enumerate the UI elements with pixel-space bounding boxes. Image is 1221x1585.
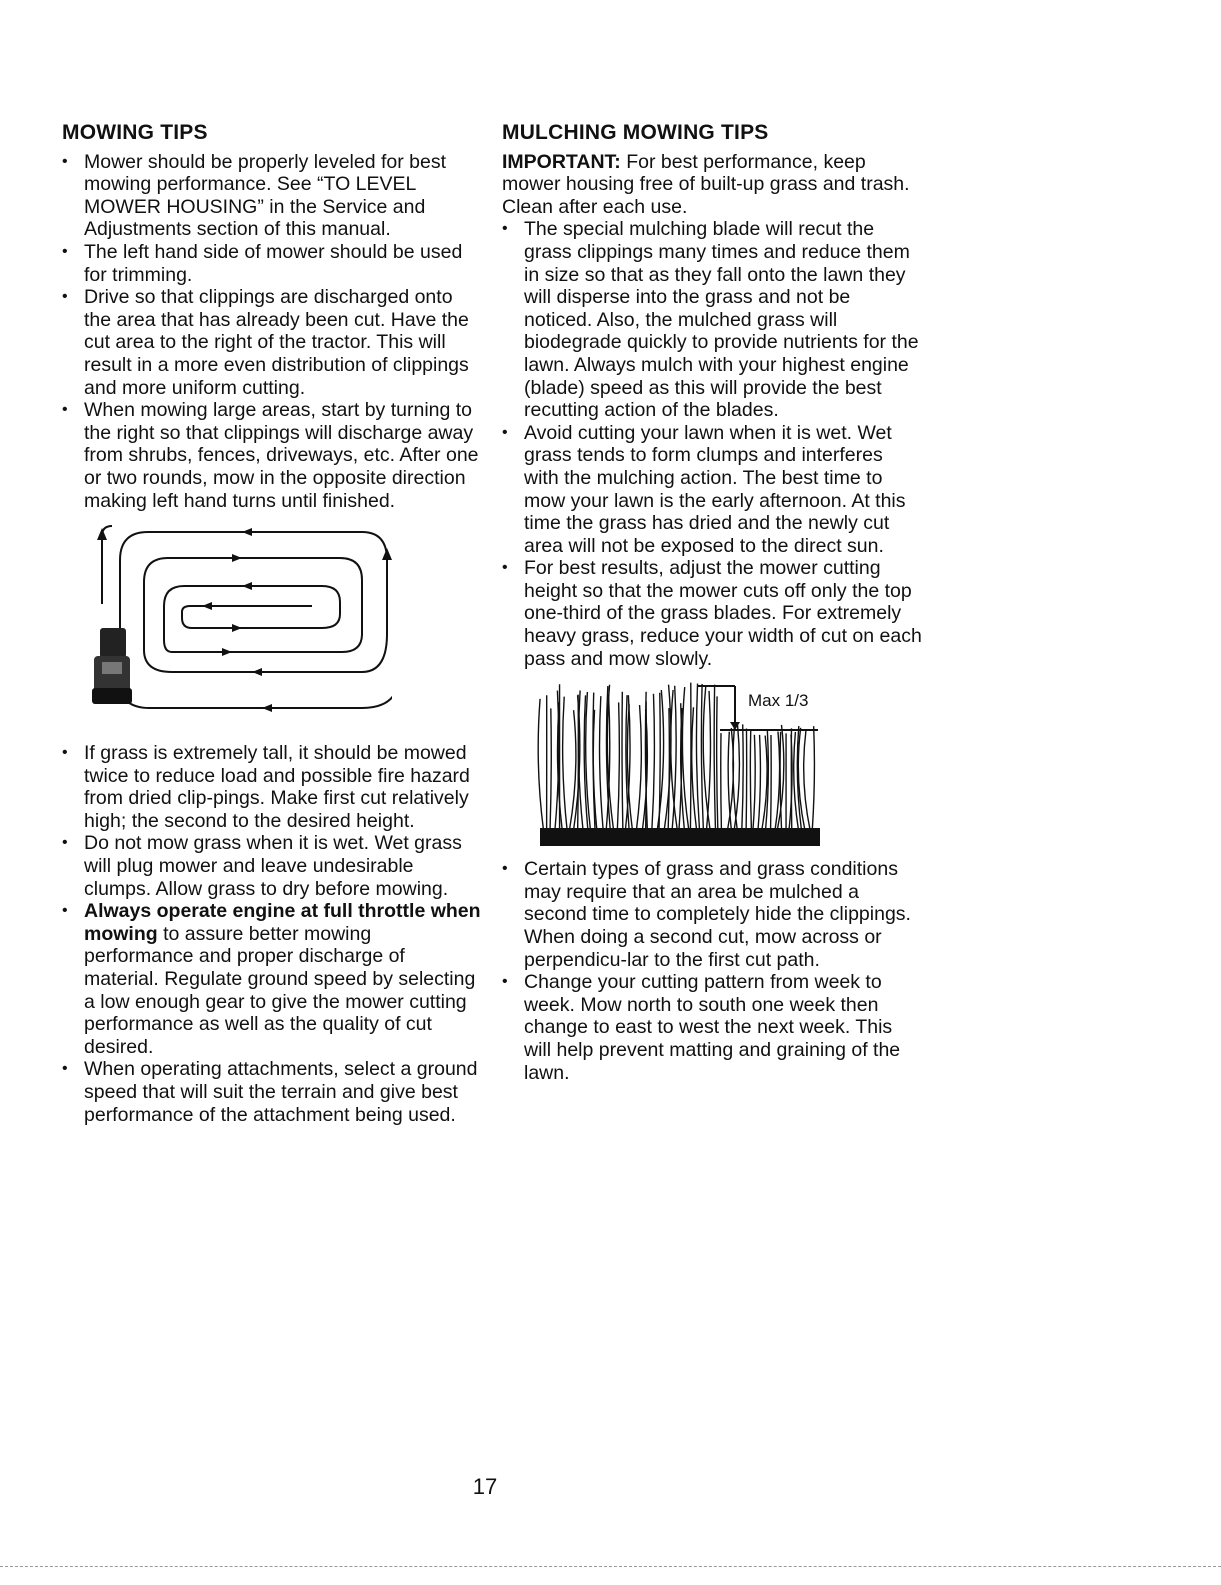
grass-blade: [550, 709, 551, 831]
throttle-text: to assure better mowing performance and proper discharge of material. Regulate ground speed by selecting a low enough gear to give the mower cutting performance as well as the quality of cut desired.: [84, 922, 476, 1058]
mulching-tips-list-b: [502, 858, 922, 1084]
grass-blade: [538, 699, 543, 830]
grass-blade: [668, 708, 669, 830]
important-note: [502, 151, 922, 219]
right-column: [502, 122, 922, 1084]
grass-blade: [682, 687, 688, 830]
grass-blade: [721, 733, 722, 830]
grass-blade: [775, 732, 780, 830]
left-column: [62, 122, 482, 1126]
list-item: • The special mulching blade will recut the grass clippings many times and reduce them in size so that as they fall onto the lawn they will disperse into the grass and not be noticed. Also, the mulched grass will biodegrade quickly to provide nutrients for the lawn. Always mulch with your highest engine (blade) speed as this will provide the best recutting action of the blades.: [502, 218, 922, 421]
grass-blade: [780, 732, 781, 830]
mulching-tips-heading: MULCHING MOWING TIPS: [502, 121, 769, 144]
grass-blade: [746, 729, 747, 830]
grass-blade: [563, 697, 567, 830]
list-item: • When operating attachments, select a ground speed that will suit the terrain and give best performance of the attachment being used.: [62, 1058, 482, 1126]
grass-blade: [600, 696, 604, 830]
grass-blade: [758, 735, 760, 830]
grass-blade: [703, 687, 710, 830]
grass-blade: [652, 694, 655, 830]
grass-blade: [812, 726, 814, 830]
grass-blade: [742, 725, 743, 831]
grass-blade: [728, 732, 731, 830]
grass-blade: [750, 731, 751, 831]
list-item: • Do not mow grass when it is wet. Wet grass will plug mower and leave undesirable clumps. Allow grass to dry before mowing.: [62, 832, 482, 900]
important-text: For best performance, keep mower housing free of built-up grass and trash. Clean after each use.: [502, 150, 910, 218]
list-item-throttle: [62, 900, 482, 1058]
tractor-icon: [92, 628, 132, 704]
throttle-bold-text: Always operate engine at full throttle when mowing: [84, 900, 481, 945]
grass-blade: [659, 693, 660, 830]
mowing-tips-list-b: [62, 742, 482, 1126]
grass-blade: [771, 735, 772, 830]
list-item: • Avoid cutting your lawn when it is wet. Wet grass tends to form clumps and interferes with the mulching action. The best time to mow your lawn is the early afternoon. At this time the grass has dried and the newly cut area will not be exposed to the direct sun.: [502, 422, 922, 558]
list-item: • Change your cutting pattern from week to week. Mow north to south one week then change to east to west the next week. This will help prevent matting and graining of the lawn.: [502, 971, 922, 1084]
list-item: • Certain types of grass and grass conditions may require that an area be mulched a second time to completely hide the clippings. When doing a second cut, mow across or perpendicu-lar to the first cut path.: [502, 858, 922, 971]
grass-blade: [714, 685, 715, 830]
grass-blade: [696, 684, 699, 830]
mowing-tips-list-a: [62, 151, 482, 513]
mowing-pattern-diagram: [62, 522, 482, 730]
grass-blade: [636, 705, 641, 830]
list-item: • Mower should be properly leveled for best mowing performance. See “TO LEVEL MOWER HOUSING” in the Service and Adjustments section of this manual.: [62, 151, 482, 241]
list-item: • The left hand side of mower should be used for trimming.: [62, 241, 482, 286]
page-bottom-rule: [0, 1566, 1221, 1567]
list-item: • For best results, adjust the mower cutting height so that the mower cuts off only the top one-third of the grass blades. For extremely heavy grass, reduce your width of cut on each pass and mow slowly.: [502, 557, 922, 670]
grass-blade: [753, 735, 755, 830]
mulching-tips-list-a: [502, 218, 922, 670]
max-label: Max 1/3: [748, 691, 809, 711]
grass-blade: [569, 710, 575, 830]
list-item: • If grass is extremely tall, it should be mowed twice to reduce load and possible fire hazard from dried clip-pings. Make first cut relatively high; the second to the desired height.: [62, 742, 482, 832]
grass-blade: [804, 730, 810, 830]
page-number: 17: [472, 1474, 498, 1499]
list-item: • Drive so that clippings are discharged onto the area that has already been cut. Have the cut area to the right of the tractor. This will result in a more even distribution of clippings and more uniform cutting.: [62, 286, 482, 399]
mowing-pattern-svg: [62, 522, 392, 730]
grass-blade: [617, 703, 619, 831]
list-item: • When mowing large areas, start by turning to the right so that clippings will discharge away from shrubs, fences, driveways, etc. After one or two rounds, mow in the opposite direction making left hand turns until finished.: [62, 399, 482, 512]
grass-blade: [690, 683, 691, 830]
grass-height-illustration: [520, 678, 922, 846]
grass-blade: [717, 697, 718, 831]
grass-blade: [578, 691, 583, 831]
important-label: IMPORTANT:: [502, 150, 621, 173]
grass-blade: [622, 692, 623, 830]
mowing-tips-heading: MOWING TIPS: [62, 121, 208, 144]
